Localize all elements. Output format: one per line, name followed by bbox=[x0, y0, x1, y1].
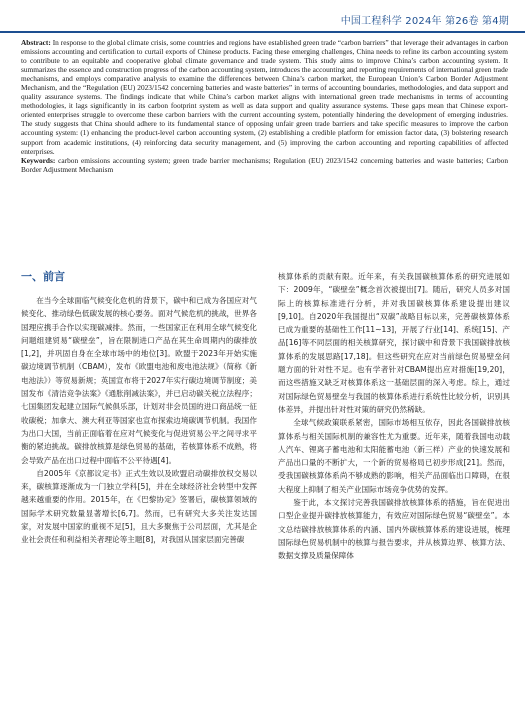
keywords-label: Keywords: bbox=[21, 155, 56, 165]
journal-header: 中国工程科学 2024年 第26卷 第4期 bbox=[340, 16, 509, 27]
abstract-label: Abstract: bbox=[21, 38, 51, 47]
section-title: 一、前言 bbox=[21, 270, 65, 283]
right-column bbox=[278, 270, 510, 563]
paragraph: 全球气候政策联系紧密，国际市场相互依存，因此各国碳排放核算体系与相关国际机制的兼容性尤为重要。近年来，随着我国电动载人汽车、锂离子蓄电池和太阳能蓄电池（新三样）产业的快速发展和产品出口量的不断扩大，一个新的贸易格局已初步形成[21]。然而，受我国碳核算体系尚不够成熟的影响，相关产品面临出口障碍，在很大程度上抑制了相关产业国际市场竞争优势的发挥。 bbox=[278, 418, 510, 494]
paragraph: 鉴于此，本文探讨完善我国碳排放核算体系的措施，旨在促进出口型企业提升碳排放核算能力，有效应对国际绿色贸易“碳壁垒”。本文总结碳排放核算体系的内涵、国内外碳核算体系的建设进展，梳理国际绿色贸易机制中的核算与报告要求，并从核算边界、核算方法、数据支撑及质量保障体 bbox=[278, 498, 510, 561]
left-column bbox=[21, 270, 257, 547]
abstract-text: In response to the global climate crisis, some countries and regions have established green trade “carbon barriers” that leverage their advantages in carbon emissions accounting and certification to curtail exports of Chinese products. Facing these emerging challenges, China needs to refine its carbon accounting system to contribute to an equitable and cooperative global climate governance and trade system. This study aims to improve China’s carbon accounting system. It summarizes the essence and construction progress of the carbon accounting system, introduces the accounting and reporting requirements of international green trade mechanisms, and employs comparative analysis to examine the differences between China’s carbon market, the European Union’s Carbon Border Adjustment Mechanism, and the “Regulation (EU) 2023/1542 concerning batteries and waste batteries” in terms of accounting boundaries, methodologies, and data support and quality assurance systems. The findings indicate that while China’s carbon market aligns with international green trade mechanisms in terms of accounting methodologies, it lags significantly in its carbon footprint system as well as data support and quality assurance systems. These gaps mean that Chinese export-oriented enterprises struggle to overcome these carbon barriers with the current accounting system, potentially hindering the development of emerging industries. The study suggests that China should adhere to its fundamental stance of opposing unfair green trade barriers and take specific measures to improve the carbon accounting system: (1) enhancing the product-level carbon accounting system, (2) establishing a credible platform for emission factor data, (3) bolstering research support from academic institutions, (4) reinforcing data security management, and (5) improving the carbon accounting and reporting capabilities of affected enterprises. bbox=[21, 38, 508, 156]
abstract-block bbox=[21, 38, 508, 174]
paragraph: 在当今全球面临气候变化危机的背景下，碳中和已成为各国应对气候变化、推动绿色低碳发展的核心要务。面对气候危机的挑战，世界各国理应携手合作以实现碳减排。然而，一些国家正在利用全球气候变化问题组建贸易“碳壁垒”，旨在限制进口产品在其生命周期内的碳排放[1,2]，并巩固自身在全球市场中的地位[3]。欧盟于2023年开始实施碳边境调节机制（CBAM），发布《欧盟电池和废电池法规》（简称《新电池法》）等贸易新规；英国宣布将于2027年实行碳边境调节制度；美国发布《清洁竞争法案》《通胀削减法案》，并已启动碳关税立法程序；七国集团发起建立国际气候俱乐部，计划对非会员国的进口商品统一征收碳税；加拿大、澳大利亚等国家也宣布探索边境碳调节机制。我国作为出口大国，当前正面临着在应对气候变化与促进贸易公平之间寻求平衡的紧迫挑战。碳排放核算是绿色贸易的基础，若核算体系不成熟，将会导致产品在出口过程中面临不公平待遇[4]。 bbox=[21, 296, 257, 465]
paragraph: 核算体系的贡献有限。近年来，有关我国碳核算体系的研究进展如下：2009年，“碳壁垒”概念首次被提出[7]。随后，研究人员多对国际上的核算标准进行分析，并对我国碳核算体系建设提出建议[9,10]。自2020年我国提出“双碳”战略目标以来，完善碳核算体系已成为重要的基础性工作[11~13]，开展了行业[14]、系统[15]、产品[16]等不同层面的相关核算研究，探讨碳中和背景下我国碳排放核算体系的发展思路[17,18]。但这些研究在应对当前绿色贸易壁垒问题方面的针对性不足。也有学者针对CBAM提出应对措施[19,20]，而这些措施又缺乏对核算体系这一基础层面的深入考虑。综上，通过对国际绿色贸易壁垒与我国的核算体系进行系统性比较分析，识别具体差异，并提出针对性对策的研究仍然稀缺。 bbox=[278, 272, 510, 414]
paragraph: 自2005年《京都议定书》正式生效以及欧盟启动碳排放权交易以来，碳核算逐渐成为一门独立学科[5]，并在全球经济社会转型中发挥越来越重要的作用。2015年，在《巴黎协定》签署后，碳核算领域的国际学术研究数量显著增长[6,7]。然而，已有研究大多关注发达国家，对发展中国家的重视不足[5]，且大多聚焦于公司层面，尤其是企业社会责任和利益相关者理论等主题[8]，对我国从国家层面完善碳 bbox=[21, 468, 257, 545]
header-divider bbox=[0, 31, 525, 33]
keywords-text: carbon emissions accounting system; green trade barrier mechanisms; Regulation (EU) 2023/1542 concerning batteries and waste batteries; Carbon Border Adjustment Mechanism bbox=[21, 155, 508, 174]
